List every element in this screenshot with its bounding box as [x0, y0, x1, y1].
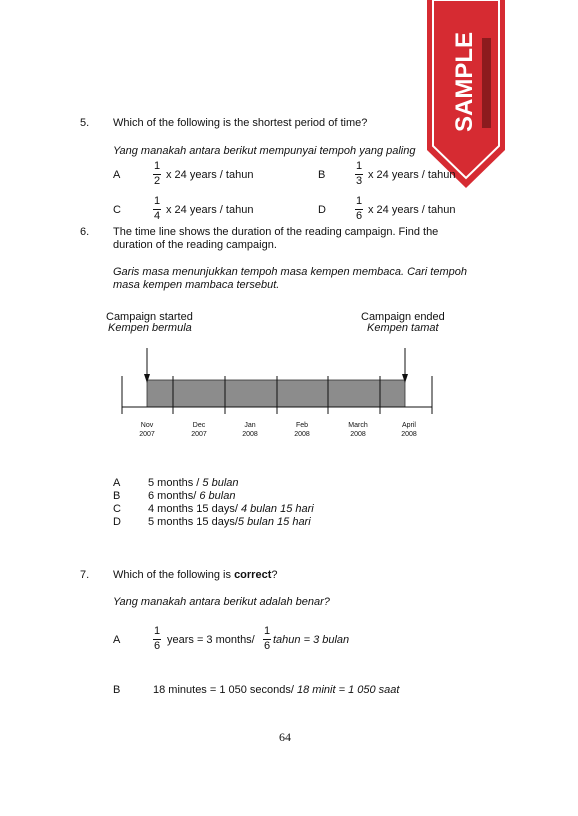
- q5-option-d-fraction: 1 6: [355, 195, 363, 222]
- q7-option-a-letter: A: [113, 634, 121, 646]
- q6-question-ms-line2: masa kempen mambaca tersebut.: [113, 279, 280, 291]
- campaign-start-label-ms: Kempen bermula: [108, 322, 192, 334]
- q5-option-c-fraction: 1 4: [153, 195, 161, 222]
- timeline-label-april: April 2008: [401, 422, 417, 438]
- timeline-label-feb: Feb 2008: [294, 422, 310, 438]
- q6-question-line2: duration of the reading campaign.: [113, 239, 277, 251]
- campaign-duration-bar: [147, 380, 405, 407]
- q6-option-d-text: 5 months 15 days/5 bulan 15 hari: [148, 516, 311, 528]
- q5-option-b-text: x 24 years / tahun: [368, 169, 456, 181]
- q5-option-c-letter: C: [113, 204, 121, 216]
- q5-option-a-text: x 24 years / tahun: [166, 169, 254, 181]
- q6-question-ms-line1: Garis masa menunjukkan tempoh masa kempen membaca. Cari tempoh: [113, 266, 467, 278]
- q7-question: Which of the following is correct?: [113, 569, 278, 581]
- timeline-label-nov: Nov 2007: [139, 422, 155, 438]
- q5-question-ms: Yang manakah antara berikut mempunyai tempoh yang paling: [113, 145, 416, 157]
- campaign-end-label: Campaign ended: [361, 311, 445, 323]
- q6-option-a-letter: A: [113, 477, 121, 489]
- q7-option-a-fraction: 1 6: [153, 625, 161, 652]
- q6-option-a-text: 5 months / 5 bulan: [148, 477, 239, 489]
- q7-option-a-text: years = 3 months/: [167, 634, 255, 646]
- q7-question-ms: Yang manakah antara berikut adalah benar?: [113, 596, 330, 608]
- q6-question-line1: The time line shows the duration of the reading campaign. Find the: [113, 226, 439, 238]
- q7-option-b-text: 18 minutes = 1 050 seconds/ 18 minit = 1 050 saat: [153, 684, 400, 696]
- timeline-label-march: March 2008: [348, 422, 368, 438]
- sample-text: SAMPLE: [451, 31, 478, 132]
- q6-option-b-text: 6 months/ 6 bulan: [148, 490, 236, 502]
- q5-option-a-letter: A: [113, 169, 121, 181]
- q7-option-a-text-ms: tahun = 3 bulan: [273, 634, 350, 646]
- q6-option-c-text: 4 months 15 days/ 4 bulan 15 hari: [148, 503, 314, 515]
- q6-option-b-letter: B: [113, 490, 121, 502]
- q5-option-c-text: x 24 years / tahun: [166, 204, 254, 216]
- q5-option-d-text: x 24 years / tahun: [368, 204, 456, 216]
- q7-option-b-letter: B: [113, 684, 121, 696]
- q7-number: 7.: [80, 569, 90, 581]
- q5-option-b-fraction: 1 3: [355, 160, 363, 187]
- page-number: 64: [279, 730, 291, 744]
- campaign-end-label-ms: Kempen tamat: [367, 322, 439, 334]
- timeline-label-dec: Dec 2007: [191, 422, 207, 438]
- q5-number: 5.: [80, 117, 90, 129]
- q5-option-d-letter: D: [318, 204, 326, 216]
- q5-option-b-letter: B: [318, 169, 326, 181]
- q5-option-a-fraction: 1 2: [153, 160, 161, 187]
- timeline-label-jan: Jan 2008: [242, 422, 258, 438]
- q6-option-d-letter: D: [113, 516, 121, 528]
- q7-option-a-fraction-ms: 1 6: [263, 625, 271, 652]
- q5-question: Which of the following is the shortest period of time?: [113, 117, 368, 129]
- campaign-start-label: Campaign started: [106, 311, 193, 323]
- q6-option-c-letter: C: [113, 503, 121, 515]
- q6-number: 6.: [80, 226, 90, 238]
